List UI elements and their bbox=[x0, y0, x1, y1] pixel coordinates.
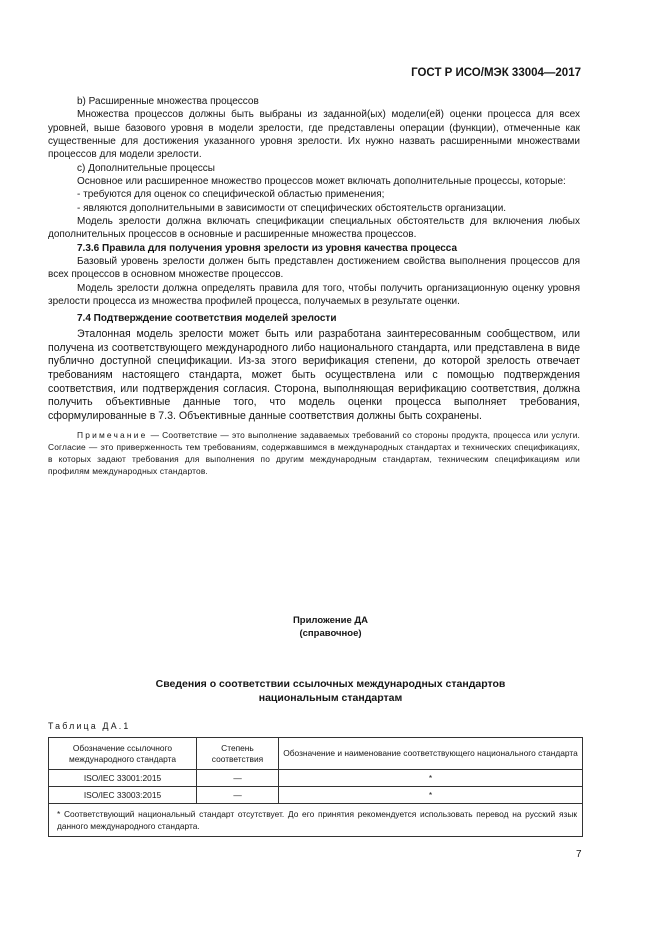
list-item-b: b) Расширенные множества процессов bbox=[77, 96, 259, 107]
section-title-line2: национальным стандартам bbox=[258, 692, 403, 704]
table-footnote: * Соответствующий национальный стандарт отсутствует. До его принятия рекомендуется использовать перевод на русский язык данного международного стандарта. bbox=[49, 804, 583, 837]
paragraph: Базовый уровень зрелости должен быть представлен достижением свойства выполнения процессов для всех процессов в основном множестве процессов. bbox=[48, 256, 580, 281]
table-cell: * bbox=[279, 787, 583, 804]
table-row bbox=[49, 770, 583, 787]
page-number: 7 bbox=[576, 849, 582, 860]
paragraph: Основное или расширенное множество процессов может включать дополнительные процессы, которые: bbox=[77, 176, 566, 188]
table-cell: ISO/IEC 33003:2015 bbox=[49, 787, 197, 804]
paragraph: Модель зрелости должна включать спецификации специальных обстоятельств для включения любых дополнительных процессов в основные и расширенные множества процессов. bbox=[48, 216, 580, 241]
table-cell: — bbox=[197, 787, 279, 804]
table-header-cell: Степень соответствия bbox=[197, 738, 279, 770]
table-cell: — bbox=[197, 770, 279, 787]
table-cell: * bbox=[279, 770, 583, 787]
table-header-cell: Обозначение ссылочного международного стандарта bbox=[49, 738, 197, 770]
document-code: ГОСТ Р ИСО/МЭК 33004—2017 bbox=[411, 67, 581, 79]
correspondence-table bbox=[48, 737, 583, 837]
annex-subtitle: (справочное) bbox=[299, 628, 362, 639]
paragraph: Множества процессов должны быть выбраны из заданной(ых) модели(ей) оценки процесса для всех уровней, выше базового уровня в модели зрелости, где представлены операции (функции), отмеченные как существенные для достижения указанного уровня зрелости. Их нужно назвать расширенными множествами процессов для модели зрелости. bbox=[48, 109, 580, 161]
heading-7-3-6: 7.3.6 Правила для получения уровня зрелости из уровня качества процесса bbox=[77, 242, 458, 254]
table-caption: Таблица ДА.1 bbox=[48, 721, 131, 731]
section-title bbox=[0, 677, 661, 705]
paragraph: Модель зрелости должна определять правила для того, чтобы получить организационную оценку уровня зрелости процесса из множества профилей процесса, получаемых в результате оценки. bbox=[48, 282, 580, 308]
paragraph: Эталонная модель зрелости может быть или разработана заинтересованным сообществом, или получена из соответствующего международного либо национального стандарта, или представлена в виде публично доступной спецификации. Из-за этого верификация степени, до которой зрелость отвечает требованиям настоящего стандарта, может быть осуществлена или с помощью подтверждения соответствия, или подтверждения согласия. Сторона, выполняющая верификацию соответствия, должна получить объективные данные того, что модель оценки процесса выполняет требования, сформулированные в 7.3. Объективные данные соответствия должны быть сохранены. bbox=[48, 327, 580, 423]
annex-heading bbox=[0, 614, 661, 640]
annex-title: Приложение ДА bbox=[292, 615, 369, 626]
main-text bbox=[48, 95, 580, 485]
table-footnote-row bbox=[49, 804, 583, 837]
table-header-cell: Обозначение и наименование соответствующего национального стандарта bbox=[279, 738, 583, 770]
list-item-c: c) Дополнительные процессы bbox=[77, 162, 215, 174]
table-cell: ISO/IEC 33001:2015 bbox=[49, 770, 197, 787]
note-text: — Соответствие — это выполнение задаваемых требований со стороны продукта, процесса или услуги. Согласие — это приверженность тем требованиям, содержавшимся в международных стандартах и технических спецификациях, в которых задают требования для выполнения по другим международным стандартам, техническим спецификациям или профилям международных стандартов. bbox=[48, 429, 580, 476]
list-item: - требуются для оценок со специфической областью применения; bbox=[77, 189, 385, 201]
heading-7-4: 7.4 Подтверждение соответствия моделей зрелости bbox=[77, 312, 337, 324]
note-label: Примечание bbox=[77, 429, 148, 440]
list-item: - являются дополнительными в зависимости от специфических обстоятельств организации. bbox=[77, 202, 507, 214]
table-row bbox=[49, 787, 583, 804]
section-title-line1: Сведения о соответствии ссылочных международных стандартов bbox=[155, 678, 506, 690]
table-header-row bbox=[49, 738, 583, 770]
note bbox=[48, 429, 580, 477]
